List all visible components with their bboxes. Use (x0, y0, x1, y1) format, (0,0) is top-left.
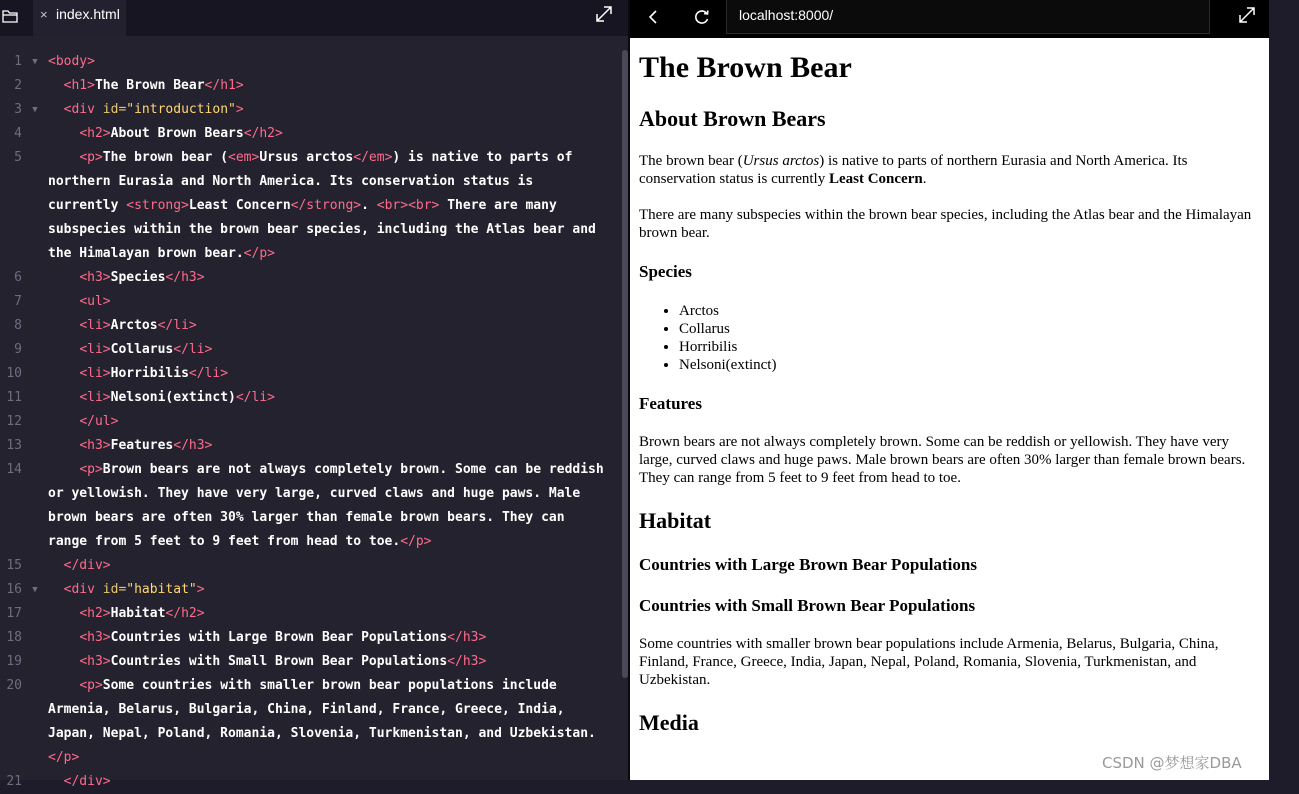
tag: </h3> (173, 438, 213, 453)
list-item: • Collarus (679, 320, 1299, 338)
code-text: The Brown Bear (94, 78, 205, 93)
attribute-value: "habitat" (126, 582, 197, 597)
tag: </p> (400, 534, 432, 549)
line-number: 18 (6, 630, 22, 645)
species-list (639, 302, 1299, 374)
tag: </div> (63, 558, 111, 573)
code-text: Least Concern (188, 198, 291, 213)
tag: <li> (79, 366, 111, 381)
attribute-value: "introduction" (126, 102, 236, 117)
tag: <em> (228, 150, 260, 165)
intro-text: ) is native to parts of northern Eurasia and North America. Its conservation status is currently (639, 153, 1188, 187)
folder-icon[interactable] (2, 9, 18, 23)
tag: </li> (173, 342, 213, 357)
code-line (0, 626, 620, 650)
code-line (0, 98, 620, 122)
line-number: 19 (6, 654, 22, 669)
line-number: 10 (6, 366, 22, 381)
tag: <h2> (79, 126, 111, 141)
list-item: • Arctos (679, 302, 1299, 320)
line-number: 13 (6, 438, 22, 453)
attribute: id= (102, 102, 127, 117)
tag: <li> (79, 318, 111, 333)
code-line (0, 770, 620, 794)
about-heading: About Brown Bears (639, 106, 826, 131)
code-area[interactable] (0, 50, 620, 794)
code-text: Ursus arctos (259, 150, 354, 165)
tag: <br><br> (376, 198, 440, 213)
code-line (0, 266, 620, 290)
code-text: . (361, 198, 377, 213)
tag: <h3> (79, 630, 111, 645)
code-line (0, 554, 620, 578)
tag: <h3> (79, 270, 111, 285)
tag: </h1> (204, 78, 244, 93)
tag: </h3> (165, 270, 205, 285)
code-text: Arctos (110, 318, 158, 333)
tag: </p> (243, 246, 275, 261)
reload-icon[interactable] (690, 5, 714, 29)
tab-label: index.html (56, 6, 120, 22)
intro-text: The brown bear ( (639, 153, 743, 169)
code-line (0, 122, 620, 146)
habitat-heading: Habitat (639, 508, 712, 533)
tag: </p> (48, 750, 80, 765)
line-number: 15 (6, 558, 22, 573)
line-number: 6 (14, 270, 22, 285)
tag: </h2> (165, 606, 205, 621)
line-number: 1 (14, 54, 22, 69)
line-number: 17 (6, 606, 22, 621)
code-line (0, 650, 620, 674)
code-line (0, 146, 620, 266)
tag: </em> (353, 150, 393, 165)
small-populations-paragraph: Some countries with smaller brown bear populations include Armenia, Belarus, Bulgaria, China, Finland, France, Greece, India, Japan, Nepal, Poland, Romania, Slovenia, Turkmenistan, and Uzbekistan. (639, 636, 1219, 688)
tag: <h3> (79, 654, 111, 669)
list-item: • Nelsoni(extinct) (679, 356, 1299, 374)
code-line (0, 434, 620, 458)
tag: <li> (79, 342, 111, 357)
scientific-name: Ursus arctos (742, 153, 820, 169)
features-heading: Features (639, 394, 702, 413)
code-line (0, 578, 620, 602)
tag: <ul> (79, 294, 111, 309)
intro-text: . (922, 171, 927, 187)
browser-toolbar (630, 0, 1269, 38)
code-line (0, 386, 620, 410)
line-number: 7 (14, 294, 22, 309)
media-heading: Media (639, 710, 699, 735)
tag: > (235, 102, 244, 117)
line-number: 2 (14, 78, 22, 93)
code-line (0, 674, 620, 770)
tab-index-html[interactable] (33, 0, 126, 36)
tag: </h3> (447, 654, 487, 669)
code-line (0, 338, 620, 362)
code-line (0, 410, 620, 434)
expand-icon[interactable] (595, 5, 613, 23)
tag: <body> (48, 54, 95, 69)
code-text: Species (110, 270, 166, 285)
code-text: There are many subspecies within the brown bear species, including the Atlas bear and the Himalayan brown bear. (48, 198, 604, 261)
tag: <li> (79, 390, 111, 405)
url-bar[interactable]: localhost:8000/ (726, 0, 1210, 34)
line-number: 5 (14, 150, 22, 165)
subspecies-paragraph: There are many subspecies within the brown bear species, including the Atlas bear and the Himalayan brown bear. (639, 207, 1252, 241)
watermark: CSDN @梦想家DBA (1102, 754, 1242, 772)
tag: </strong> (290, 198, 362, 213)
features-paragraph: Brown bears are not always completely brown. Some can be reddish or yellowish. They have very large, curved claws and huge paws. Male brown bears are often 30% larger than female brown bears. They can range from 5 feet to 9 feet from head to toe. (639, 434, 1246, 486)
tag: <p> (79, 150, 103, 165)
tag: <p> (79, 462, 103, 477)
code-editor (0, 0, 628, 789)
conservation-status: Least Concern (828, 171, 923, 187)
small-populations-heading: Countries with Small Brown Bear Populations (639, 596, 976, 615)
line-number: 20 (6, 678, 22, 693)
tag: </h2> (243, 126, 283, 141)
species-heading: Species (639, 262, 692, 281)
tag: <p> (79, 678, 103, 693)
line-number: 21 (6, 774, 22, 789)
code-line (0, 290, 620, 314)
tag: <div (63, 582, 103, 597)
intro-paragraph (639, 152, 1259, 188)
code-text: About Brown Bears (110, 126, 244, 141)
code-text: Countries with Small Brown Bear Populations (110, 654, 448, 669)
code-text: Habitat (110, 606, 166, 621)
tag: </li> (188, 366, 229, 381)
code-line (0, 602, 620, 626)
line-number: 16 (6, 582, 22, 597)
code-line (0, 314, 620, 338)
tag: </li> (157, 318, 197, 333)
code-text: Countries with Large Brown Bear Populations (110, 630, 448, 645)
code-text: Features (110, 438, 174, 453)
close-tab-icon[interactable]: × (40, 7, 48, 22)
chevron-left-icon[interactable] (642, 5, 666, 29)
line-number: 14 (6, 462, 22, 477)
code-text: ) is native to parts of northern Eurasia and North America. Its conservation status is currently (48, 150, 581, 213)
tag: <div (63, 102, 103, 117)
fold-arrow-icon[interactable]: ▼ (32, 105, 38, 115)
tag: </h3> (447, 630, 487, 645)
line-number: 8 (14, 318, 22, 333)
code-line (0, 50, 620, 74)
line-number: 11 (6, 390, 22, 405)
tag: </ul> (79, 414, 119, 429)
browser-preview (630, 0, 1269, 780)
code-line (0, 362, 620, 386)
code-text: Horribilis (110, 366, 189, 381)
tag: </div> (63, 774, 111, 789)
fold-arrow-icon[interactable]: ▼ (32, 57, 38, 67)
fold-arrow-icon[interactable]: ▼ (32, 585, 38, 595)
tag: <h3> (79, 438, 111, 453)
line-number: 9 (14, 342, 22, 357)
expand-icon[interactable] (1238, 6, 1256, 24)
code-text: Brown bears are not always completely brown. Some can be reddish or yellowish. They have very large, curved claws and huge paws. Male brown bears are often 30% larger than female brown bears. They can range from 5 feet to 9 feet from head to toe. (48, 462, 612, 549)
line-number: 3 (14, 102, 22, 117)
code-line (0, 74, 620, 98)
list-item: • Horribilis (679, 338, 1299, 356)
code-line (0, 458, 620, 554)
tag: <h1> (63, 78, 95, 93)
tag: > (196, 582, 205, 597)
tag: <h2> (79, 606, 111, 621)
line-number: 12 (6, 414, 22, 429)
code-text: Some countries with smaller brown bear populations include Armenia, Belarus, Bulgaria, China, Finland, France, Greece, India, Japan, Nepal, Poland, Romania, Slovenia, Turkmenistan, and Uzbekistan. (48, 678, 596, 741)
tag: <strong> (126, 198, 189, 213)
page-title: The Brown Bear (639, 51, 852, 84)
large-populations-heading: Countries with Large Brown Bear Populations (639, 555, 977, 574)
editor-tab-bar (0, 0, 628, 36)
attribute: id= (102, 582, 127, 597)
line-number: 4 (14, 126, 22, 141)
code-text: Nelsoni(extinct) (110, 390, 236, 405)
tag: </li> (235, 390, 275, 405)
code-text: The brown bear ( (102, 150, 229, 165)
code-text: Collarus (110, 342, 174, 357)
